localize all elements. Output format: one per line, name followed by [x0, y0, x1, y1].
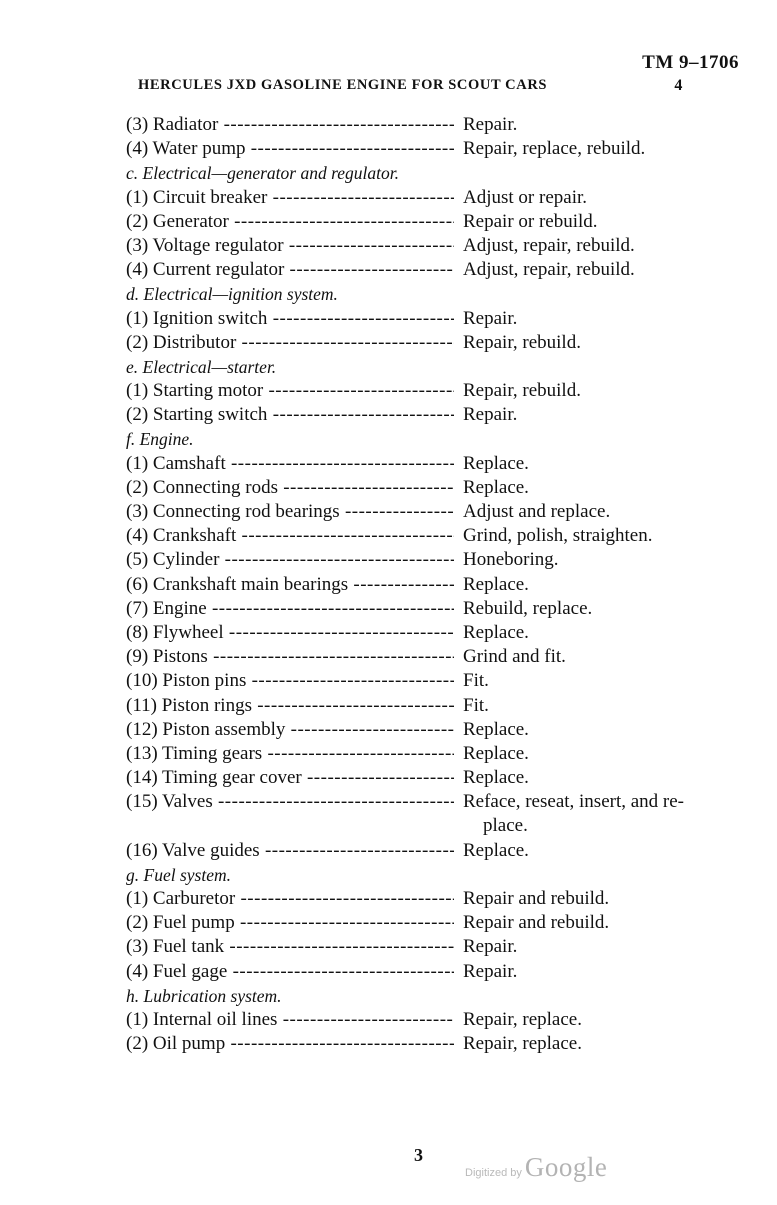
section-heading: h. Lubrication system.	[126, 985, 282, 1006]
action-text: Replace.	[463, 718, 529, 740]
item-label: (15) Valves -----	[126, 791, 454, 812]
item-label: (16) Valve guides -----	[126, 840, 454, 861]
action-text: Adjust and replace.	[463, 501, 611, 522]
item-label: (3) Voltage regulator -----	[126, 235, 454, 256]
action-text: Grind, polish, straighten.	[463, 525, 653, 547]
action-cell	[463, 476, 733, 500]
item-label: (3) Connecting rod bearings -----	[126, 501, 454, 522]
table-row	[126, 210, 746, 234]
section-heading: g. Fuel system.	[126, 864, 231, 885]
action-text: Repair.	[463, 404, 518, 426]
action-text: Repair and rebuild.	[463, 912, 610, 934]
table-row	[126, 573, 746, 597]
action-cell	[463, 307, 733, 331]
action-cell	[463, 960, 733, 984]
page-reference: 4	[674, 77, 683, 94]
item-cell	[126, 500, 454, 524]
table-row	[126, 935, 746, 959]
section-heading: f. Engine.	[126, 429, 194, 450]
item-label: (1) Camshaft -----	[126, 453, 454, 474]
item-cell	[126, 137, 454, 161]
action-text: Grind and fit.	[463, 646, 566, 668]
table-row	[126, 597, 746, 621]
action-cell	[463, 186, 733, 210]
action-text: Repair.	[463, 307, 518, 329]
google-wordmark: Google	[524, 1152, 608, 1182]
table-row	[126, 113, 746, 137]
item-cell	[126, 476, 454, 500]
action-cell	[463, 597, 733, 621]
item-cell	[126, 307, 454, 331]
item-label: (3) Radiator -----	[126, 114, 454, 135]
item-cell	[126, 645, 454, 669]
action-cell	[463, 331, 733, 355]
table-row	[126, 669, 746, 693]
table-row	[126, 694, 746, 718]
item-label: (1) Ignition switch -----	[126, 308, 454, 329]
table-row	[126, 839, 746, 863]
table-row	[126, 742, 746, 766]
table-row	[126, 718, 746, 742]
action-text: Replace.	[463, 476, 529, 498]
action-cell	[463, 766, 733, 790]
action-text: Repair.	[463, 114, 518, 135]
action-text: Replace.	[463, 767, 529, 789]
section-heading: d. Electrical—ignition system.	[126, 284, 338, 305]
table-row	[126, 548, 746, 572]
action-text: Replace.	[463, 742, 529, 764]
section-heading: e. Electrical—starter.	[126, 356, 277, 377]
action-text: Honeboring.	[463, 549, 559, 571]
running-head	[138, 77, 683, 94]
table-row	[126, 307, 746, 331]
item-label: (2) Distributor -----	[126, 332, 454, 353]
item-label: (4) Current regulator -----	[126, 259, 454, 280]
table-row	[126, 1008, 746, 1032]
action-cell	[463, 645, 733, 669]
item-label: (11) Piston rings -----	[126, 695, 454, 716]
action-cell	[463, 669, 733, 693]
action-text: Replace.	[463, 573, 529, 595]
action-cell	[463, 718, 733, 742]
action-cell	[463, 694, 733, 718]
table-row	[126, 960, 746, 984]
item-label: (1) Internal oil lines -----	[126, 1009, 454, 1030]
item-cell	[126, 790, 454, 814]
table-row	[126, 452, 746, 476]
item-label: (2) Fuel pump -----	[126, 912, 454, 933]
item-label: (3) Fuel tank -----	[126, 936, 454, 957]
item-cell	[126, 694, 454, 718]
section-heading: c. Electrical—generator and regulator.	[126, 163, 399, 184]
table-row	[126, 331, 746, 355]
item-cell	[126, 331, 454, 355]
action-cell	[463, 379, 733, 403]
action-cell	[463, 258, 733, 282]
action-cell	[463, 452, 733, 476]
action-text: Repair, rebuild.	[463, 331, 581, 353]
item-label: (2) Oil pump -----	[126, 1033, 454, 1054]
item-label: (1) Circuit breaker -----	[126, 187, 454, 208]
item-label: (5) Cylinder -----	[126, 549, 454, 570]
digitized-prefix: Digitized by	[465, 1167, 522, 1179]
action-cell	[463, 113, 733, 137]
action-text: Repair, rebuild.	[463, 380, 581, 402]
item-cell	[126, 597, 454, 621]
action-text: Adjust or repair.	[463, 186, 588, 208]
action-text: Repair.	[463, 960, 518, 982]
table-row	[126, 500, 746, 524]
running-title: HERCULES JXD GASOLINE ENGINE FOR SCOUT CARS	[138, 77, 548, 93]
table-row	[126, 645, 746, 669]
table-row	[126, 1032, 746, 1056]
item-cell	[126, 960, 454, 984]
action-text: Repair.	[463, 936, 518, 958]
action-cell	[463, 234, 733, 258]
action-cell	[463, 500, 733, 524]
action-text: Repair or rebuild.	[463, 210, 598, 232]
action-text: Replace.	[463, 621, 529, 643]
maintenance-table	[126, 113, 746, 1056]
table-row	[126, 476, 746, 500]
item-cell	[126, 621, 454, 645]
item-cell	[126, 742, 454, 766]
action-text: Repair, replace, rebuild.	[463, 138, 646, 160]
action-text: Repair, replace.	[463, 1033, 582, 1055]
item-cell	[126, 186, 454, 210]
item-cell	[126, 839, 454, 863]
item-label: (9) Pistons -----	[126, 646, 454, 667]
action-cell	[463, 621, 733, 645]
item-cell	[126, 113, 454, 137]
digitized-watermark	[465, 1152, 607, 1183]
item-cell	[126, 573, 454, 597]
item-label: (12) Piston assembly -----	[126, 719, 454, 740]
item-cell	[126, 452, 454, 476]
action-text: Fit.	[463, 694, 489, 716]
item-cell	[126, 718, 454, 742]
table-row	[126, 403, 746, 427]
table-row	[126, 186, 746, 210]
item-label: (10) Piston pins -----	[126, 670, 454, 691]
action-cell	[463, 137, 733, 161]
table-row	[126, 379, 746, 403]
item-label: (2) Connecting rods -----	[126, 477, 454, 498]
action-cell	[463, 887, 733, 911]
action-text: Adjust, repair, rebuild.	[463, 259, 635, 281]
action-text: Reface, reseat, insert, and re-	[463, 791, 685, 813]
item-cell	[126, 935, 454, 959]
item-label: (6) Crankshaft main bearings -----	[126, 574, 454, 595]
item-label: (1) Carburetor -----	[126, 888, 454, 909]
item-cell	[126, 911, 454, 935]
action-cell	[463, 210, 733, 234]
item-label: (1) Starting motor -----	[126, 380, 454, 401]
item-cell	[126, 258, 454, 282]
action-cell	[463, 935, 733, 959]
item-cell	[126, 524, 454, 548]
action-text-continued: place.	[483, 815, 528, 837]
table-row	[126, 234, 746, 258]
action-text: Adjust, repair, rebuild.	[463, 234, 635, 256]
item-label: (4) Water pump -----	[126, 138, 454, 159]
item-label: (8) Flywheel -----	[126, 622, 454, 643]
page-number: 3	[414, 1145, 423, 1165]
table-row	[126, 258, 746, 282]
item-cell	[126, 669, 454, 693]
item-cell	[126, 766, 454, 790]
action-cell	[463, 1008, 733, 1032]
action-cell	[463, 403, 733, 427]
item-cell	[126, 403, 454, 427]
action-cell	[463, 548, 733, 572]
action-text: Replace.	[463, 839, 529, 861]
action-cell	[463, 911, 733, 935]
item-label: (7) Engine -----	[126, 598, 454, 619]
action-cell	[463, 573, 733, 597]
table-row	[126, 790, 746, 838]
item-cell	[126, 548, 454, 572]
action-text: Replace.	[463, 452, 529, 474]
item-cell	[126, 1008, 454, 1032]
item-cell	[126, 234, 454, 258]
tm-number: TM 9–1706	[642, 52, 739, 73]
action-cell	[463, 1032, 733, 1056]
table-row	[126, 911, 746, 935]
action-cell	[463, 524, 733, 548]
item-cell	[126, 210, 454, 234]
item-label: (14) Timing gear cover -----	[126, 767, 454, 788]
item-label: (4) Crankshaft -----	[126, 525, 454, 546]
table-row	[126, 137, 746, 161]
item-cell	[126, 379, 454, 403]
action-text: Fit.	[463, 670, 489, 692]
action-cell	[463, 790, 733, 838]
item-cell	[126, 887, 454, 911]
item-cell	[126, 1032, 454, 1056]
item-label: (4) Fuel gage -----	[126, 961, 454, 982]
action-text: Repair, replace.	[463, 1008, 582, 1030]
table-row	[126, 766, 746, 790]
table-row	[126, 524, 746, 548]
item-label: (13) Timing gears -----	[126, 743, 454, 764]
action-text: Repair and rebuild.	[463, 888, 610, 910]
action-text: Rebuild, replace.	[463, 597, 593, 619]
item-label: (2) Generator -----	[126, 211, 454, 232]
table-row	[126, 887, 746, 911]
action-cell	[463, 839, 733, 863]
action-cell	[463, 742, 733, 766]
item-label: (2) Starting switch -----	[126, 404, 454, 425]
table-row	[126, 621, 746, 645]
